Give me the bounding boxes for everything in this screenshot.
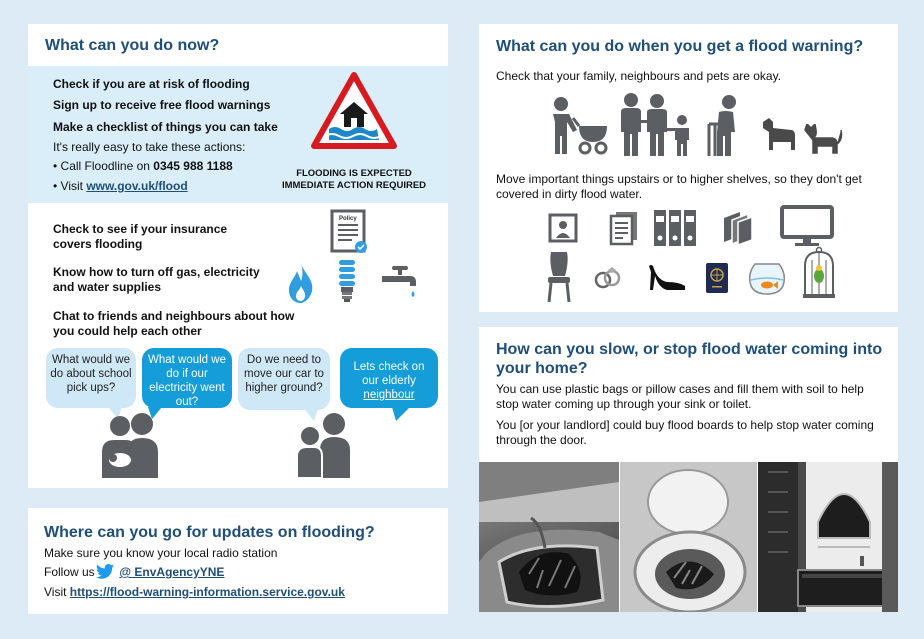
twitter-bird-icon[interactable] <box>96 564 114 579</box>
family-group-icon <box>619 92 695 158</box>
passport-icon <box>705 262 729 294</box>
documents-icon <box>609 210 639 246</box>
risk-item: Check if you are at risk of flooding <box>53 77 250 91</box>
toilet-sandbag-photo <box>620 462 757 612</box>
bubble-neighbour-word: neighbour <box>363 389 415 401</box>
slow-flood-title: How can you slow, or stop flood water coming into your home? <box>496 341 883 377</box>
goldfish-bowl-icon <box>747 260 787 296</box>
parent-with-child-icon <box>294 412 356 480</box>
tv-icon <box>779 204 835 248</box>
visit-site-line <box>44 584 345 601</box>
chair-icon <box>545 250 573 304</box>
gov-flood-link[interactable]: www.gov.uk/flood <box>86 179 188 193</box>
flood-warning-sign-icon <box>311 72 397 150</box>
cat-icon <box>803 124 843 154</box>
high-heel-shoe-icon <box>647 262 687 292</box>
visit-site-text: Visit <box>44 585 70 599</box>
gas-flame-icon <box>286 262 316 304</box>
actions-intro: It's really easy to take these actions: <box>53 140 246 154</box>
what-now-title: What can you do now? <box>45 37 220 54</box>
risk-box <box>28 66 448 203</box>
follow-text: Follow us <box>44 565 95 579</box>
bubble-school-pickups: What would we do about school pick ups? <box>46 348 136 408</box>
insurance-policy-icon <box>328 207 370 255</box>
bubble-tail <box>392 407 410 421</box>
neighbours-item: Chat to friends and neighbours about how you could help each other <box>53 309 295 338</box>
slow-flood-panel <box>479 327 898 612</box>
elderly-with-walker-icon <box>705 94 749 158</box>
flood-warning-service-link[interactable]: https://flood-warning-information.service.gov.uk <box>69 585 345 599</box>
follow-line <box>44 564 224 581</box>
radio-line: Make sure you know your local radio station <box>44 546 278 560</box>
signup-item: Sign up to receive free flood warnings <box>53 98 271 112</box>
check-family-line: Check that your family, neighbours and pets are okay. <box>496 69 782 83</box>
floodline-text: • Call Floodline on <box>53 159 154 173</box>
sign-caption-2: IMMEDIATE ACTION REQUIRED <box>281 180 427 191</box>
policy-label: Policy <box>339 216 357 222</box>
sink-sandbag-photo <box>479 462 619 612</box>
flood-warning-panel <box>479 24 898 312</box>
binders-icon <box>652 208 698 248</box>
bubble-elderly-neighbour <box>340 348 438 408</box>
visit-line <box>53 178 188 195</box>
parent-with-baby-icon <box>98 412 164 480</box>
door-illustration <box>758 462 898 612</box>
toilet-illustration <box>620 462 757 612</box>
floodline-phone: 0345 988 1188 <box>153 159 233 173</box>
bird-cage-icon <box>801 246 837 300</box>
move-things-line: Move important things upstairs or to higher shelves, so they don't get covered in dirty flood water. <box>496 172 862 201</box>
checklist-item: Make a checklist of things you can take <box>53 120 278 134</box>
flood-board-door-photo <box>758 462 898 612</box>
flood-boards-tip: You [or your landlord] could buy flood boards to help stop water coming through the door. <box>496 418 874 447</box>
plastic-bags-tip: You can use plastic bags or pillow cases and fill them with soil to help stop water coming up through your sink or toilet. <box>496 382 864 411</box>
bubble-electricity: What would we do if our electricity went out? <box>142 348 232 408</box>
water-tap-icon <box>380 264 420 302</box>
sign-caption-1: FLOODING IS EXPECTED <box>296 168 412 179</box>
twitter-handle-link[interactable]: @ EnvAgencyYNE <box>119 565 225 579</box>
energy-bulb-icon <box>334 258 360 304</box>
photo-frame-icon <box>547 212 579 244</box>
floodline-line <box>53 158 233 175</box>
bubble-move-car: Do we need to move our car to higher ground? <box>238 348 330 410</box>
visit-text: • Visit <box>53 179 87 193</box>
dog-icon <box>759 116 797 152</box>
what-now-panel <box>28 24 448 488</box>
insurance-item: Check to see if your insurance covers flooding <box>53 222 228 251</box>
flood-warning-title: What can you do when you get a flood warning? <box>496 38 864 55</box>
bubble-elderly-text: Lets check on our elderly <box>353 361 425 387</box>
sink-illustration <box>479 462 619 612</box>
supplies-item: Know how to turn off gas, electricity and water supplies <box>53 265 260 294</box>
updates-title: Where can you go for updates on flooding? <box>44 524 375 541</box>
updates-panel <box>28 508 448 614</box>
books-icon <box>722 210 754 246</box>
adult-with-pram-icon <box>549 96 611 156</box>
wedding-rings-icon <box>593 266 623 290</box>
